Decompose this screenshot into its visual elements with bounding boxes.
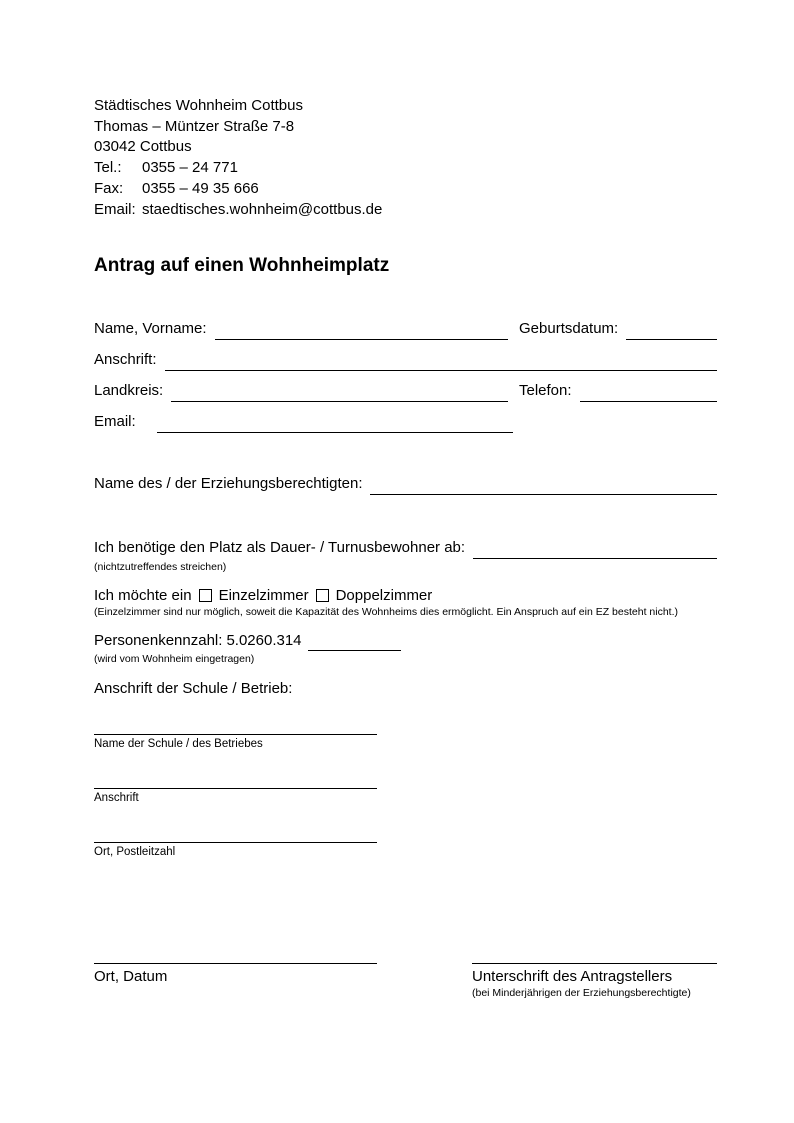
guardian-label: Name des / der Erziehungsberechtigten: — [94, 475, 363, 493]
stay-label: Ich benötige den Platz als Dauer- / Turnusbewohner ab: — [94, 539, 466, 557]
tel-row — [94, 158, 717, 179]
single-room-label: Einzelzimmer — [218, 586, 309, 604]
room-prefix-label: Ich möchte ein — [94, 586, 192, 604]
place-date-group — [94, 963, 377, 1000]
email-field-row — [94, 413, 717, 433]
fax-value: 0355 – 49 35 666 — [142, 179, 259, 197]
school-city-group — [94, 829, 377, 859]
school-city-field-line[interactable] — [94, 829, 377, 843]
email-label: Email: — [94, 413, 136, 431]
school-name-group — [94, 721, 377, 751]
stay-note: (nichtzutreffendes streichen) — [94, 561, 227, 574]
signature-label: Unterschrift des Antragstellers — [472, 968, 673, 986]
room-choice-row — [94, 586, 717, 604]
single-room-checkbox[interactable] — [199, 589, 212, 602]
phone-label: Telefon: — [519, 382, 572, 400]
school-address-field-line[interactable] — [94, 775, 377, 789]
org-name: Städtisches Wohnheim Cottbus — [94, 97, 303, 114]
email-field-line[interactable] — [157, 413, 513, 433]
fax-row — [94, 179, 717, 200]
page-title: Antrag auf einen Wohnheimplatz — [94, 255, 390, 277]
pkz-note: (wird vom Wohnheim eingetragen) — [94, 653, 255, 666]
org-city: 03042 Cottbus — [94, 138, 192, 156]
signature-field-line[interactable] — [472, 963, 717, 964]
double-room-label: Doppelzimmer — [335, 586, 433, 604]
name-birthdate-row — [94, 320, 717, 340]
pkz-label: Personenkennzahl: — [94, 632, 223, 650]
district-phone-row — [94, 382, 717, 402]
place-date-field-line[interactable] — [94, 963, 377, 964]
school-address-group — [94, 775, 377, 805]
letterhead — [94, 96, 717, 220]
birthdate-label: Geburtsdatum: — [519, 320, 619, 338]
name-field-line[interactable] — [215, 320, 508, 340]
school-city-label: Ort, Postleitzahl — [94, 846, 176, 859]
district-label: Landkreis: — [94, 382, 164, 400]
org-email-label: Email: — [94, 200, 136, 218]
tel-value: 0355 – 24 771 — [142, 159, 238, 177]
guardian-row — [94, 475, 717, 495]
school-section-heading: Anschrift der Schule / Betrieb: — [94, 680, 293, 698]
guardian-field-line[interactable] — [370, 475, 717, 495]
place-date-label: Ort, Datum — [94, 968, 168, 986]
fax-label: Fax: — [94, 179, 124, 197]
stay-row — [94, 539, 717, 559]
stay-date-field-line[interactable] — [473, 539, 717, 559]
email-row — [94, 200, 717, 221]
room-note: (Einzelzimmer sind nur möglich, soweit die Kapazität des Wohnheims dies ermöglicht. Ein Anspruch auf ein EZ besteht nicht.) — [94, 606, 678, 619]
pkz-row — [94, 632, 717, 651]
org-email-value: staedtisches.wohnheim@cottbus.de — [142, 200, 383, 218]
signature-section — [94, 963, 717, 1000]
tel-label: Tel.: — [94, 159, 122, 177]
name-label: Name, Vorname: — [94, 320, 207, 338]
signature-group — [472, 963, 717, 1000]
double-room-checkbox[interactable] — [316, 589, 329, 602]
school-name-field-line[interactable] — [94, 721, 377, 735]
district-field-line[interactable] — [171, 382, 508, 402]
school-address-label: Anschrift — [94, 792, 139, 805]
address-label: Anschrift: — [94, 351, 157, 369]
school-name-label: Name der Schule / des Betriebes — [94, 738, 263, 751]
address-field-line[interactable] — [165, 351, 717, 371]
phone-field-line[interactable] — [580, 382, 717, 402]
birthdate-field-line[interactable] — [626, 320, 717, 340]
org-street: Thomas – Müntzer Straße 7-8 — [94, 117, 295, 135]
pkz-value: 5.0260.314 — [226, 632, 302, 650]
address-row — [94, 351, 717, 371]
signature-note: (bei Minderjährigen der Erziehungsberechtigte) — [472, 987, 691, 1000]
pkz-field-line[interactable] — [308, 632, 401, 651]
